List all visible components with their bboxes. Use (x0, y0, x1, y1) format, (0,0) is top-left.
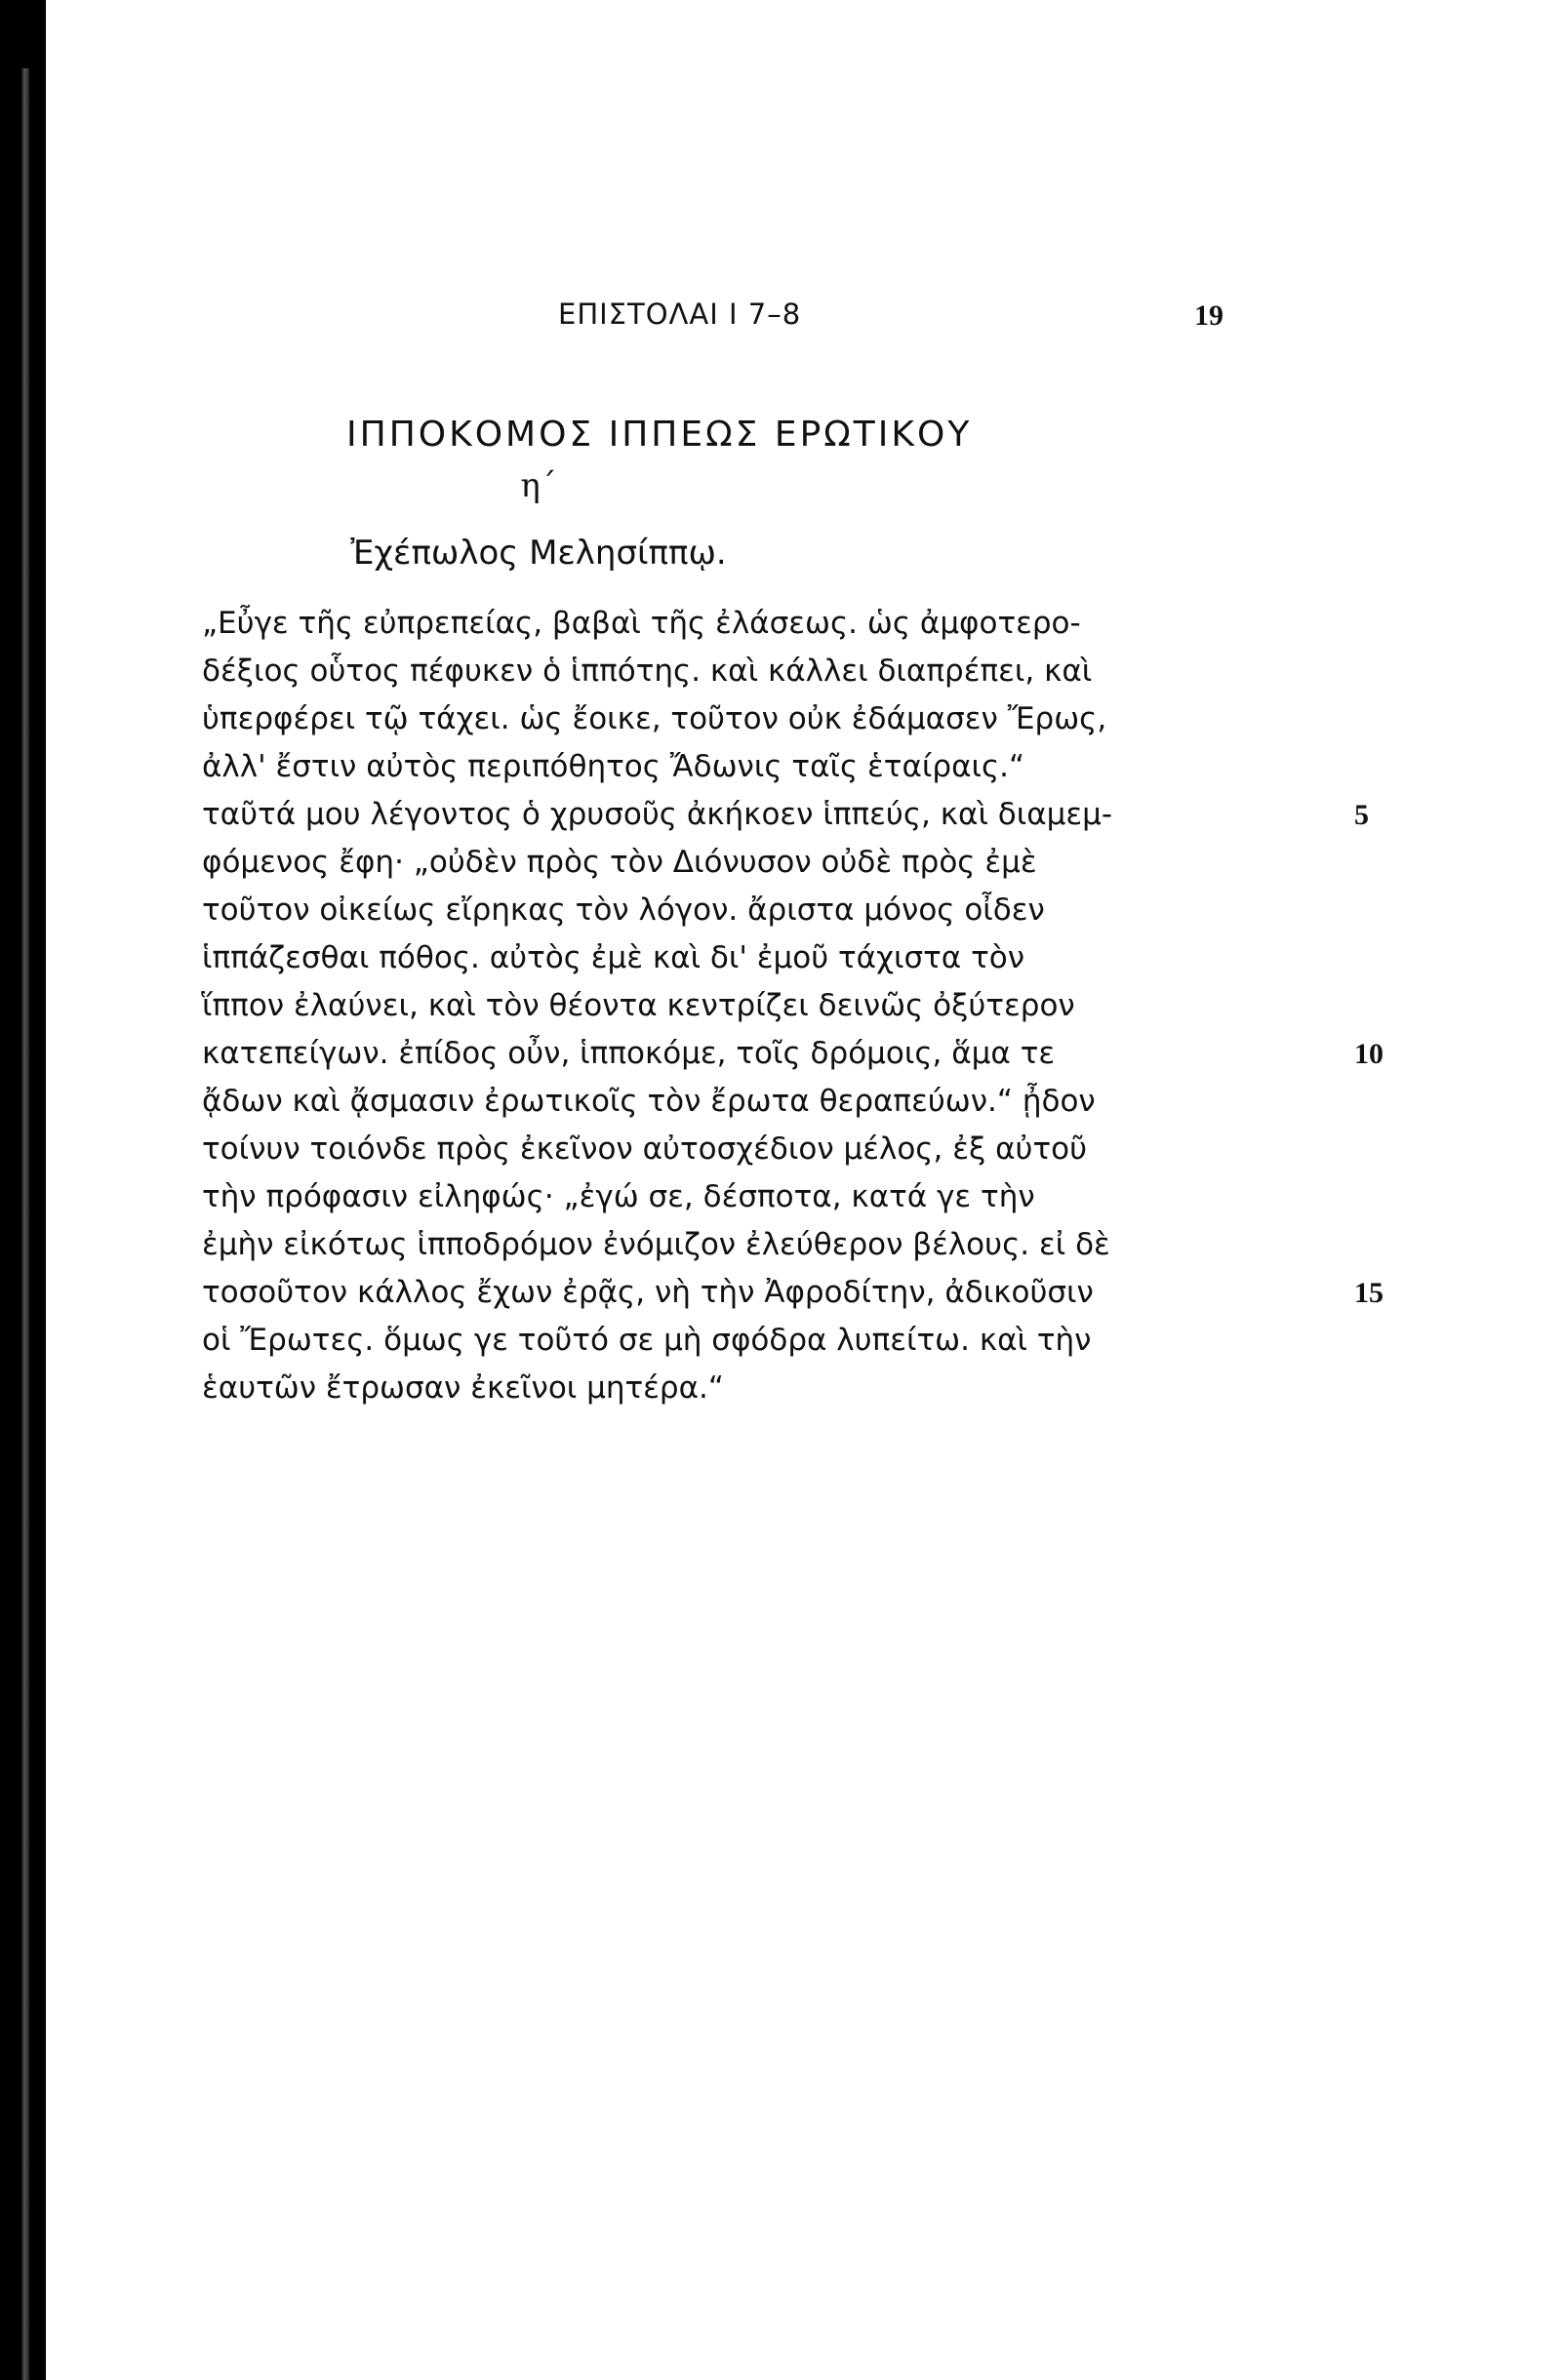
text-line: ἵππον ἐλαύνει, καὶ τὸν θέοντα κεντρίζει δεινῶς ὀξύτερον (202, 988, 1075, 1023)
text-line: τοίνυν τοιόνδε πρὸς ἐκεῖνον αὐτοσχέδιον μέλος, ἐξ αὐτοῦ (202, 1131, 1088, 1167)
text-line: ἀλλ' ἔστιν αὐτὸς περιπόθητος Ἄδωνις ταῖς ἑταίραις.“ (202, 749, 1025, 784)
text-line: φόμενος ἔφη· „οὐδὲν πρὸς τὸν Διόνυσον οὐδὲ πρὸς ἐμὲ (202, 845, 1037, 880)
text-line: ὑπερφέρει τῷ τάχει. ὡς ἔοικε, τοῦτον οὐκ ἐδάμασεν Ἔρως, (202, 701, 1107, 736)
text-line: οἱ Ἔρωτες. ὅμως γε τοῦτό σε μὴ σφόδρα λυπείτω. καὶ τὴν (202, 1323, 1092, 1358)
line-number-10: 10 (1354, 1038, 1384, 1070)
text-line: ἐμὴν εἰκότως ἱπποδρόμον ἐνόμιζον ἐλεύθερον βέλους. εἰ δὲ (202, 1227, 1110, 1262)
text-line: ἱππάζεσθαι πόθος. αὐτὸς ἐμὲ καὶ δι' ἐμοῦ τάχιστα τὸν (202, 940, 1025, 975)
book-page (46, 0, 1564, 2380)
text-line: κατεπείγων. ἐπίδος οὖν, ἱπποκόμε, τοῖς δρόμοις, ἅμα τε 10 (202, 1030, 1236, 1078)
running-head (46, 298, 1564, 346)
text-line: τὴν πρόφασιν εἰληφώς· „ἐγώ σε, δέσποτα, κατά γε τὴν (202, 1179, 1035, 1214)
letter-salutation: Ἐχέπωλος Μελησίππῳ. (350, 534, 727, 573)
text-line: τοσοῦτον κάλλος ἔχων ἐρᾷς, νὴ τὴν Ἀφροδίτην, ἀδικοῦσιν 15 (202, 1269, 1236, 1317)
line-number-5: 5 (1354, 799, 1369, 831)
line-number-15: 15 (1354, 1277, 1384, 1309)
text-line: ἑαυτῶν ἔτρωσαν ἐκεῖνοι μητέρα.“ (202, 1370, 724, 1406)
binding-edge (21, 68, 29, 2380)
text-line: τοῦτον οἰκείως εἴρηκας τὸν λόγον. ἄριστα μόνος οἶδεν (202, 892, 1045, 928)
letter-number: η΄ (520, 466, 557, 505)
letter-body (202, 600, 1384, 1412)
running-head-title: ΕΠΙΣΤΟΛΑΙ Ι 7–8 (558, 298, 802, 331)
text-line: δέξιος οὗτος πέφυκεν ὁ ἱππότης. καὶ κάλλει διαπρέπει, καὶ (202, 654, 1093, 689)
text-line: ᾄδων καὶ ᾄσμασιν ἐρωτικοῖς τὸν ἔρωτα θεραπεύων.“ ᾖδον (202, 1084, 1096, 1119)
page-number: 19 (1194, 299, 1223, 332)
text-line: ταῦτά μου λέγοντος ὁ χρυσοῦς ἀκήκοεν ἱππεύς, καὶ διαμεμ- 5 (202, 791, 1236, 839)
text-line: „Εὖγε τῆς εὐπρεπείας, βαβαὶ τῆς ἐλάσεως. ὡς ἀμφοτερο- (202, 606, 1081, 641)
letter-title: ΙΠΠΟΚΟΜΟΣ ΙΠΠΕΩΣ ΕΡΩΤΙΚΟΥ (346, 415, 973, 455)
